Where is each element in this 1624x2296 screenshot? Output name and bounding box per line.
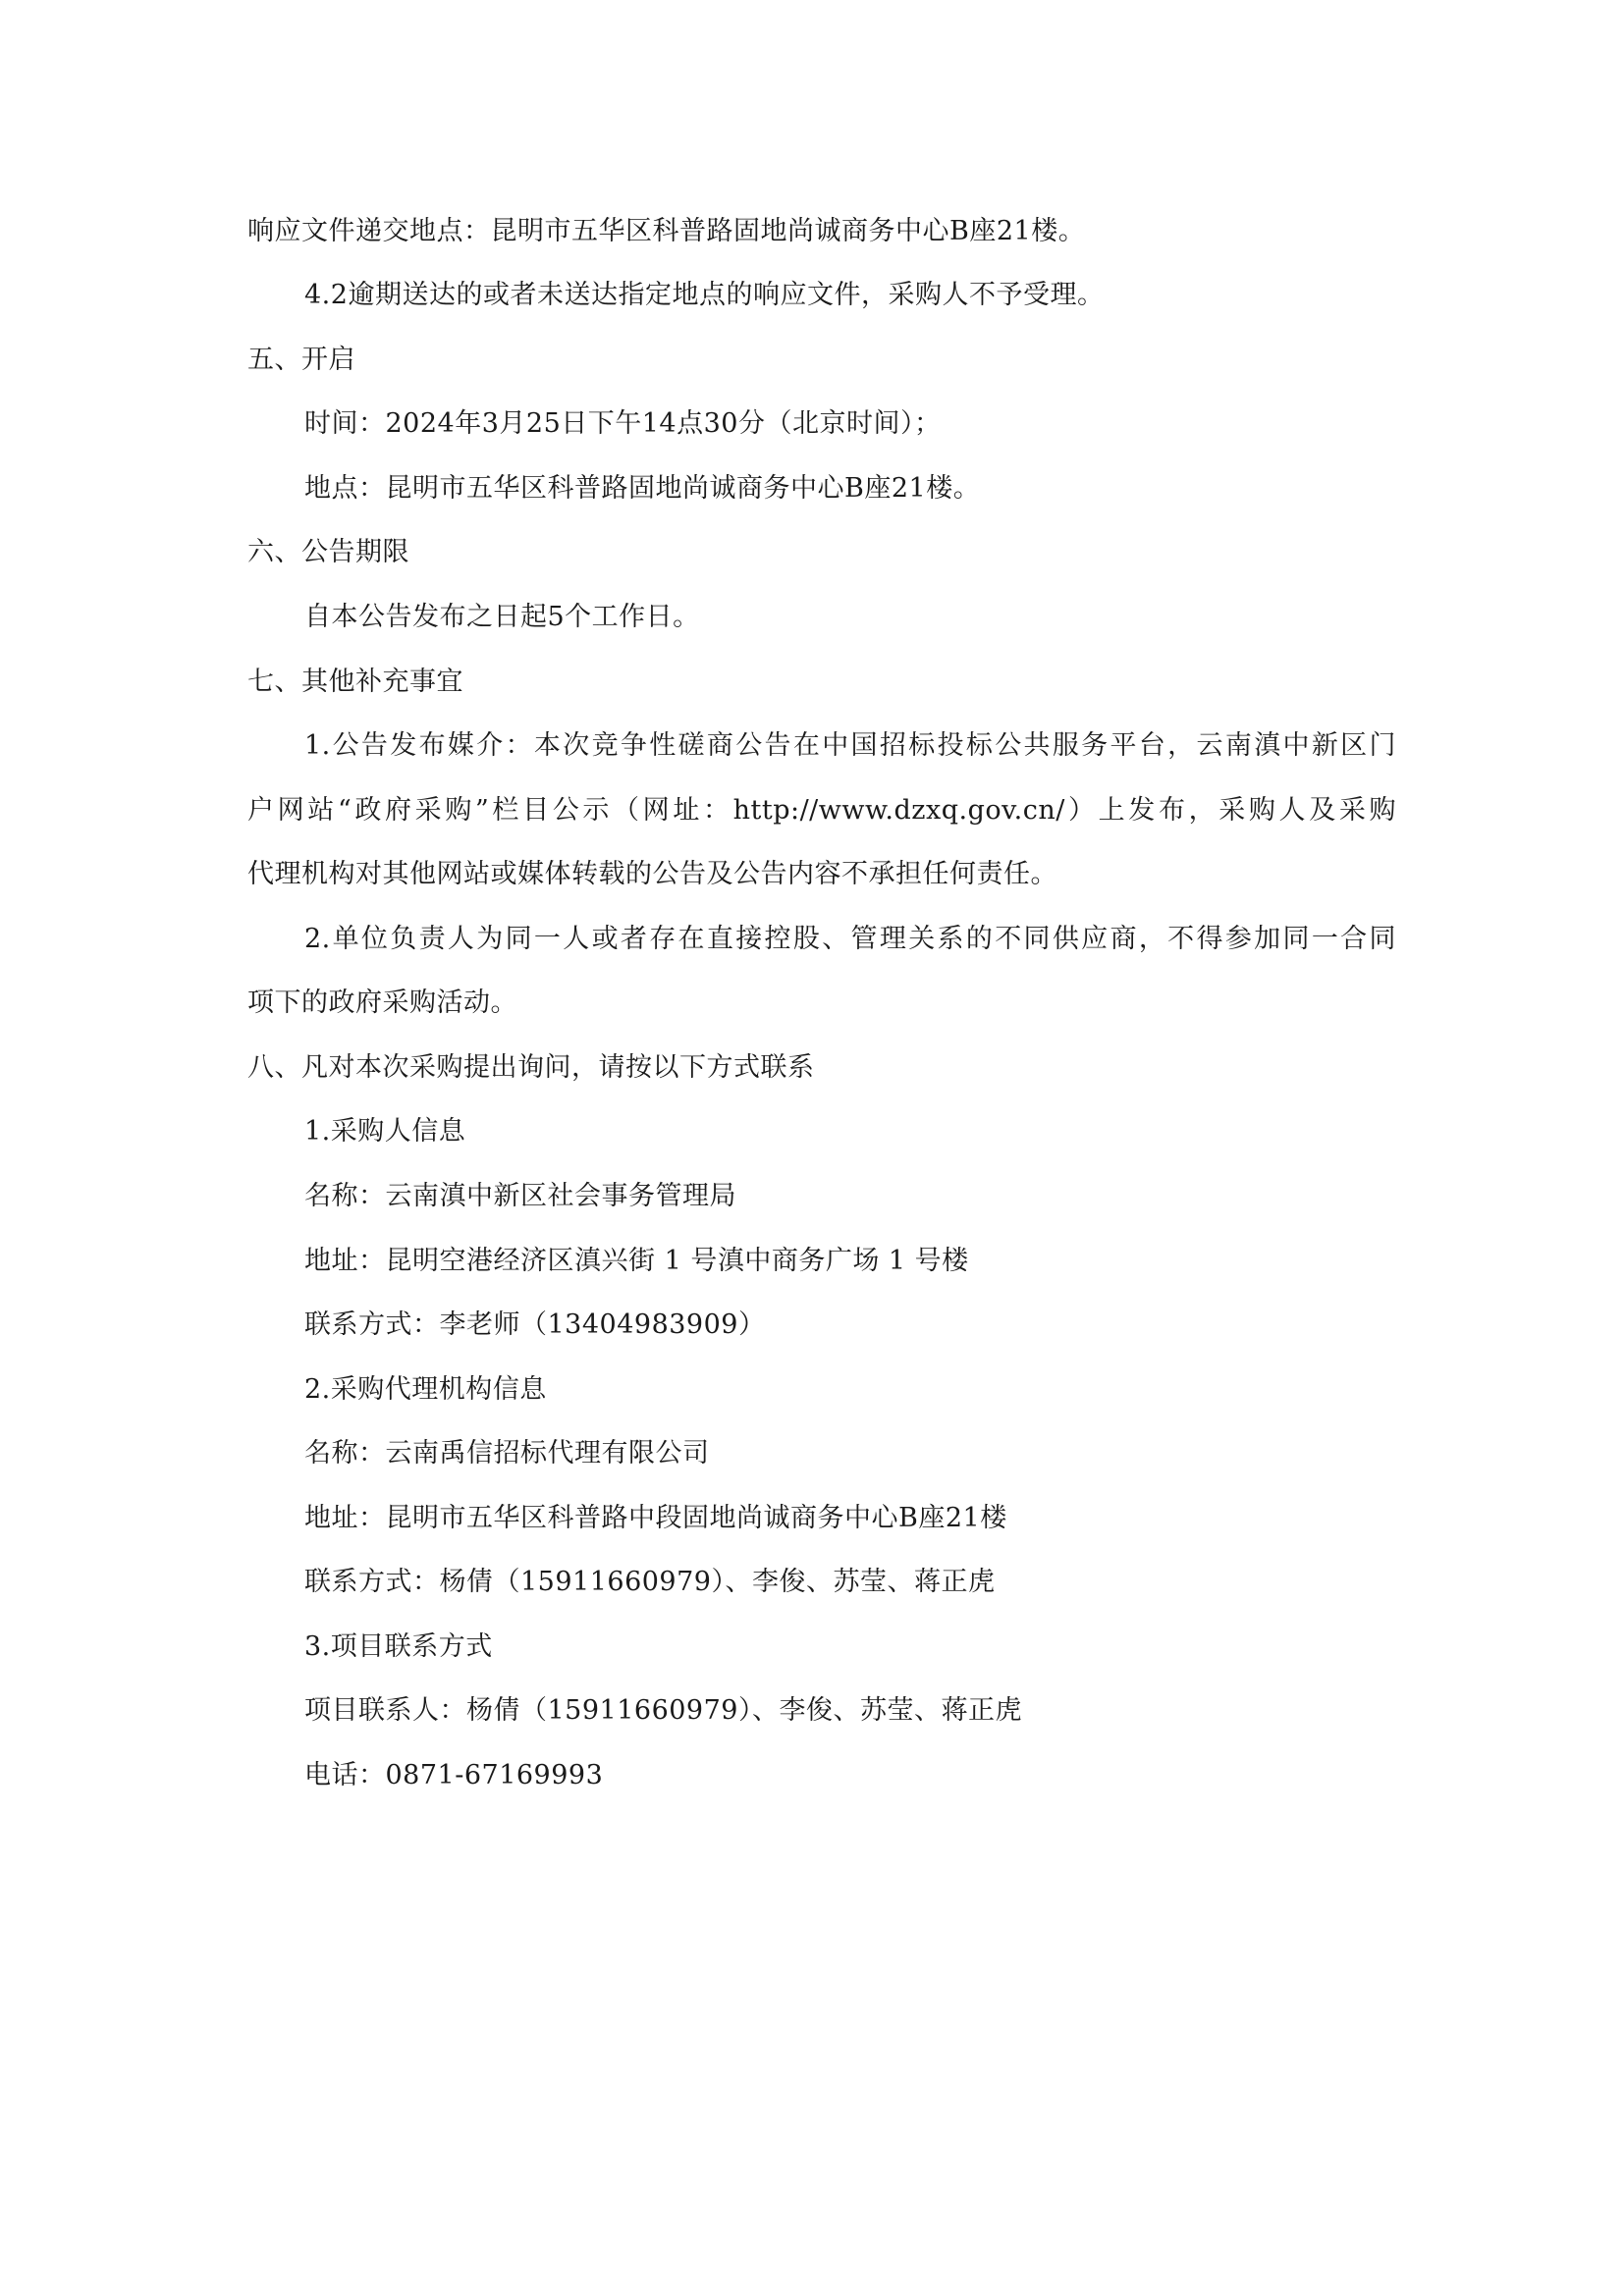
purchaser-address: 地址：昆明空港经济区滇兴街 1 号滇中商务广场 1 号楼 <box>304 1246 969 1276</box>
project-phone: 电话：0871-67169993 <box>304 1760 604 1790</box>
notice-period-text: 自本公告发布之日起5个工作日。 <box>304 602 700 632</box>
opening-time: 时间：2024年3月25日下午14点30分（北京时间）； <box>304 408 942 439</box>
agency-contact: 联系方式：杨倩（15911660979）、李俊、苏莹、蒋正虎 <box>304 1567 996 1597</box>
purchaser-name: 名称：云南滇中新区社会事务管理局 <box>304 1181 736 1211</box>
purchaser-contact: 联系方式：李老师（13404983909） <box>304 1309 766 1340</box>
project-heading: 3.项目联系方式 <box>304 1631 493 1662</box>
other-matters-item2-line1: 2.单位负责人为同一人或者存在直接控股、管理关系的不同供应商，不得参加同一合同 <box>304 924 1396 954</box>
section-heading-other-matters: 七、其他补充事宜 <box>247 667 463 697</box>
other-matters-item1-line1: 1.公告发布媒介：本次竞争性磋商公告在中国招标投标公共服务平台，云南滇中新区门 <box>304 730 1396 761</box>
agency-address: 地址：昆明市五华区科普路中段固地尚诚商务中心B座21楼 <box>304 1503 1007 1533</box>
opening-place: 地点：昆明市五华区科普路固地尚诚商务中心B座21楼。 <box>304 473 981 504</box>
section-heading-contacts: 八、凡对本次采购提出询问，请按以下方式联系 <box>247 1052 815 1083</box>
other-matters-item2-line2: 项下的政府采购活动。 <box>247 988 517 1018</box>
submission-location: 响应文件递交地点：昆明市五华区科普路固地尚诚商务中心B座21楼。 <box>247 216 1086 246</box>
late-submission-clause: 4.2逾期送达的或者未送达指定地点的响应文件，采购人不予受理。 <box>304 280 1105 310</box>
section-heading-opening: 五、开启 <box>247 345 355 375</box>
other-matters-item1-line2: 户网站“政府采购”栏目公示（网址：http://www.dzxq.gov.cn/）上发布，采购人及采购 <box>247 795 1396 826</box>
purchaser-heading: 1.采购人信息 <box>304 1116 466 1147</box>
project-contact: 项目联系人：杨倩（15911660979）、李俊、苏莹、蒋正虎 <box>304 1695 1022 1726</box>
other-matters-item1-line3: 代理机构对其他网站或媒体转载的公告及公告内容不承担任何责任。 <box>247 859 1057 889</box>
agency-heading: 2.采购代理机构信息 <box>304 1374 547 1405</box>
agency-name: 名称：云南禹信招标代理有限公司 <box>304 1438 710 1468</box>
section-heading-notice-period: 六、公告期限 <box>247 537 409 567</box>
